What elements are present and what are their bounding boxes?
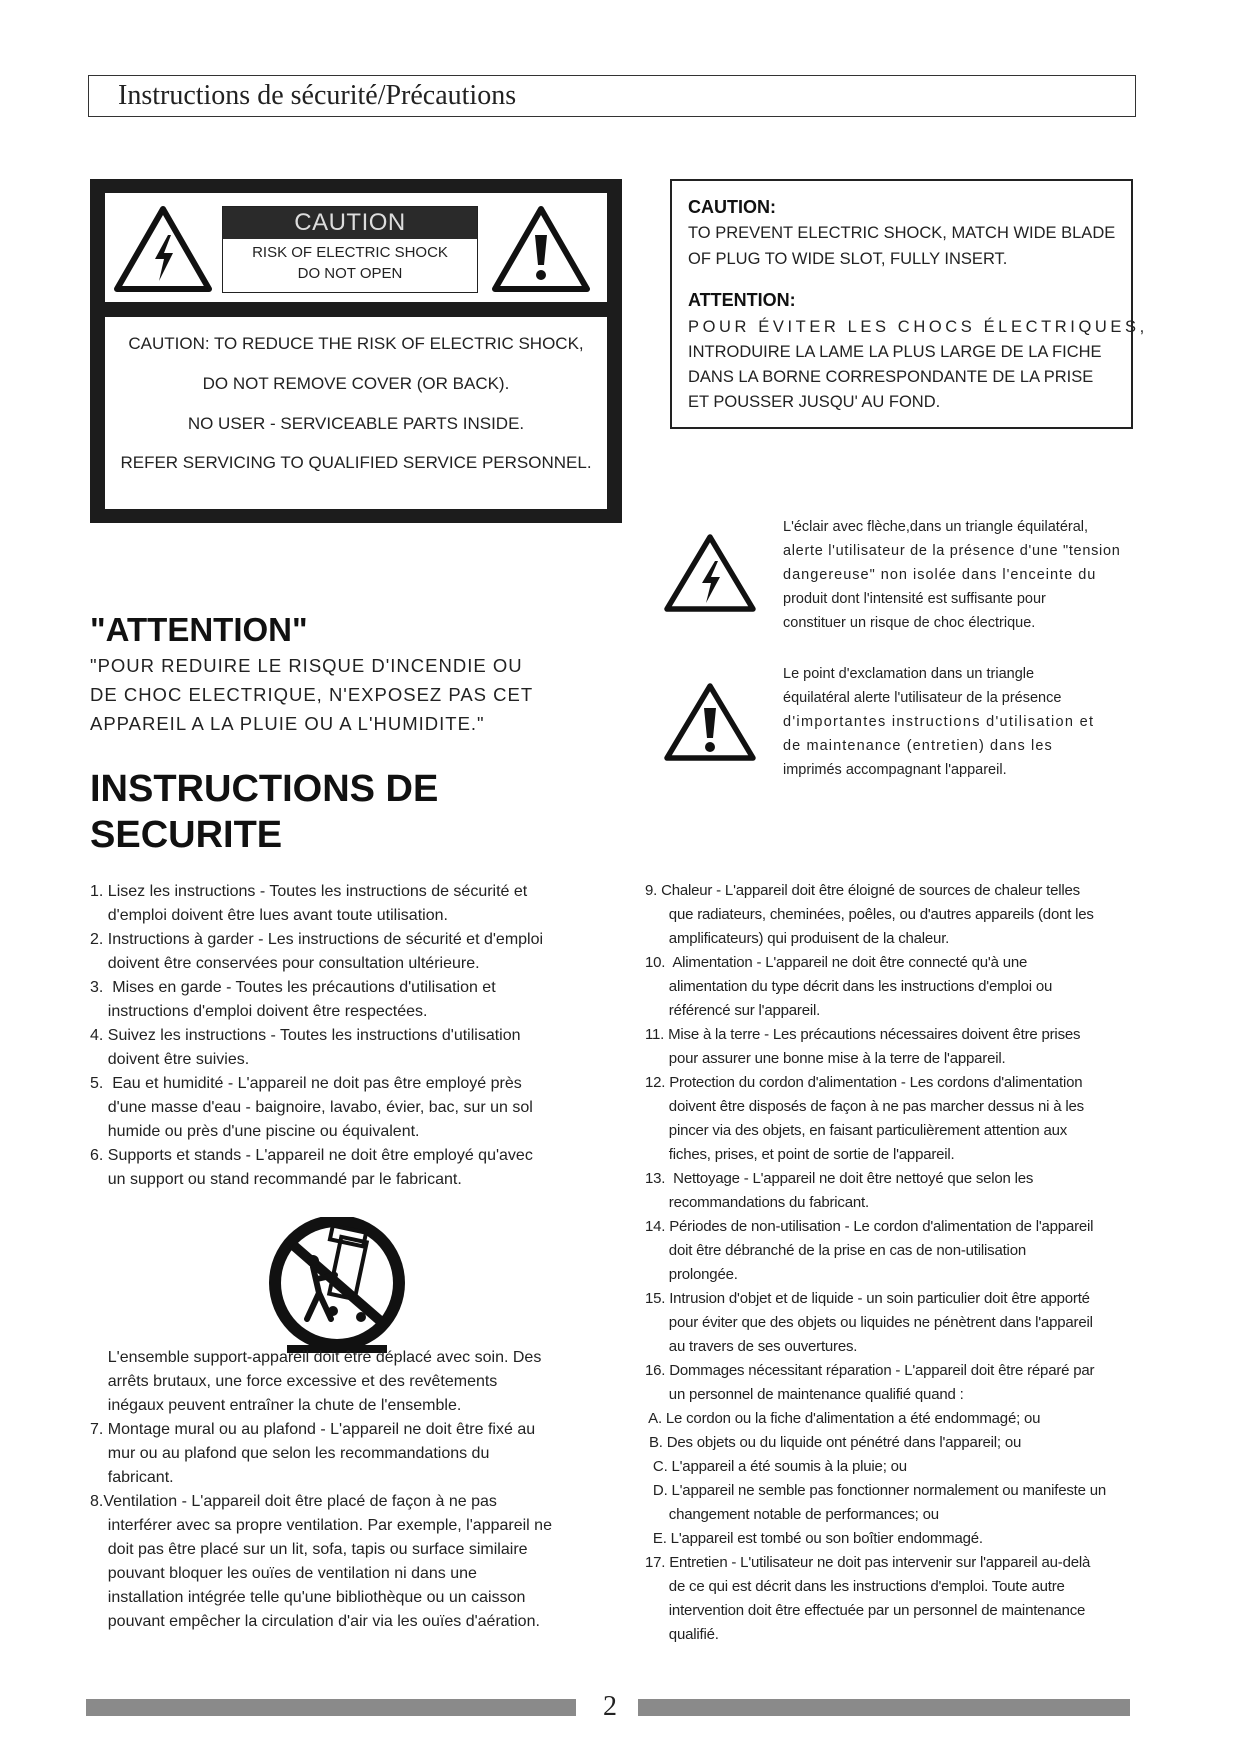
list-line: 7. Montage mural ou au plafond - L'appareil ne doit être fixé au: [90, 1421, 536, 1438]
list-line: 6. Supports et stands - L'appareil ne doit être employé qu'avec: [90, 1147, 533, 1164]
caution-line: DO NOT REMOVE COVER (OR BACK).: [202, 374, 510, 393]
list-line: 13. Nettoyage - L'appareil ne doit être nettoyé que selon les: [645, 1170, 1034, 1187]
list-line: 1. Lisez les instructions - Toutes les instructions de sécurité et: [90, 883, 528, 900]
list-line: installation intégrée telle qu'une bibliothèque ou un caisson: [90, 1589, 526, 1606]
caution-line: NO USER - SERVICEABLE PARTS INSIDE.: [187, 414, 525, 433]
safety-title: INSTRUCTIONS DE: [90, 768, 439, 810]
list-line: référencé sur l'appareil.: [645, 1002, 821, 1019]
list-line: doivent être suivies.: [90, 1051, 250, 1068]
list-line: recommandations du fabricant.: [645, 1194, 869, 1211]
attention-line: DE CHOC ELECTRIQUE, N'EXPOSEZ PAS CET: [90, 684, 534, 705]
lightning-symbol-icon: [663, 533, 757, 613]
list-line: fiches, prises, et point de sortie de l'appareil.: [645, 1146, 955, 1163]
list-line: 16. Dommages nécessitant réparation - L'appareil doit être réparé par: [645, 1362, 1095, 1379]
list-line: inégaux peuvent entraîner la chute de l'ensemble.: [90, 1397, 462, 1414]
list-line: instructions d'emploi doivent être respectées.: [90, 1003, 428, 1020]
list-line: D. L'appareil ne semble pas fonctionner normalement ou manifeste un: [645, 1482, 1106, 1499]
list-line: 10. Alimentation - L'appareil ne doit être connecté qu'à une: [645, 954, 1028, 971]
list-line: C. L'appareil a été soumis à la pluie; ou: [645, 1458, 907, 1475]
safety-list-left: [90, 880, 543, 1192]
list-line: d'une masse d'eau - baignoire, lavabo, évier, bac, sur un sol: [90, 1099, 533, 1116]
safety-title: SECURITE: [90, 814, 283, 856]
plug-caution-line: TO PREVENT ELECTRIC SHOCK, MATCH WIDE BLADE: [688, 224, 1116, 242]
list-line: A. Le cordon ou la fiche d'alimentation a été endommagé; ou: [645, 1410, 1041, 1427]
page-number: 2: [603, 1691, 617, 1722]
list-line: qualifié.: [645, 1626, 719, 1643]
list-line: 8.Ventilation - L'appareil doit être placé de façon à ne pas: [90, 1493, 497, 1510]
list-line: arrêts brutaux, une force excessive et des revêtements: [90, 1373, 498, 1390]
list-line: mur ou au plafond que selon les recommandations du: [90, 1445, 490, 1462]
list-line: pour éviter que des objets ou liquides ne pénètrent dans l'appareil: [645, 1314, 1093, 1331]
list-line: 11. Mise à la terre - Les précautions nécessaires doivent être prises: [645, 1026, 1081, 1043]
list-line: E. L'appareil est tombé ou son boîtier endommagé.: [645, 1530, 983, 1547]
caution-line: REFER SERVICING TO QUALIFIED SERVICE PERSONNEL.: [120, 453, 592, 472]
lightning-description: L'éclair avec flèche,dans un triangle équilatéral, alerte l'utilisateur de la présence d'une "tension dangereuse" non isolée dans l'enceinte du produit dont l'intensité est suffisante pour constituer un risque de choc électrique.: [783, 519, 1121, 631]
risk-line: DO NOT OPEN: [297, 265, 403, 282]
exclamation-description: Le point d'exclamation dans un triangle équilatéral alerte l'utilisateur de la présence d'importantes instructions d'utilisation et de maintenance (entretien) dans les imprimés accompagnant l'appareil.: [783, 666, 1095, 778]
list-line: pour assurer une bonne mise à la terre de l'appareil.: [645, 1050, 1006, 1067]
list-line: prolongée.: [645, 1266, 738, 1283]
exclamation-symbol-icon: [663, 682, 757, 762]
plug-attention-line: POUR ÉVITER LES CHOCS ÉLECTRIQUES,: [688, 318, 1148, 336]
safety-list-left-continued: [90, 1346, 552, 1634]
safety-list-right: [645, 879, 1106, 1647]
list-line: humide ou près d'une piscine ou équivalent.: [90, 1123, 420, 1140]
plug-caution-line: OF PLUG TO WIDE SLOT, FULLY INSERT.: [688, 250, 1008, 268]
plug-attention-line: ET POUSSER JUSQU' AU FOND.: [688, 393, 941, 411]
list-line: amplificateurs) qui produisent de la chaleur.: [645, 930, 950, 947]
list-line: 12. Protection du cordon d'alimentation - Les cordons d'alimentation: [645, 1074, 1083, 1091]
list-line: interférer avec sa propre ventilation. Par exemple, l'appareil ne: [90, 1517, 552, 1534]
list-line: 9. Chaleur - L'appareil doit être éloigné de sources de chaleur telles: [645, 882, 1080, 899]
list-line: intervention doit être effectuée par un personnel de maintenance: [645, 1602, 1086, 1619]
attention-line: "POUR REDUIRE LE RISQUE D'INCENDIE OU: [90, 655, 523, 676]
list-line: 17. Entretien - L'utilisateur ne doit pas intervenir sur l'appareil au-delà: [645, 1554, 1091, 1571]
page-title: Instructions de sécurité/Précautions: [118, 80, 517, 111]
list-line: de ce qui est décrit dans les instructions d'emploi. Toute autre: [645, 1578, 1065, 1595]
list-line: L'ensemble support-appareil doit être déplacé avec soin. Des: [90, 1349, 542, 1366]
list-line: doit pas être placé sur un lit, sofa, tapis ou surface similaire: [90, 1541, 528, 1558]
list-line: 15. Intrusion d'objet et de liquide - un soin particulier doit être apporté: [645, 1290, 1090, 1307]
list-line: alimentation du type décrit dans les instructions d'emploi ou: [645, 978, 1053, 995]
list-line: pincer via des objets, en faisant particulièrement attention aux: [645, 1122, 1068, 1139]
list-line: que radiateurs, cheminées, poêles, ou d'autres appareils (dont les: [645, 906, 1094, 923]
footer-bar-left: [86, 1699, 576, 1716]
list-line: un personnel de maintenance qualifié quand :: [645, 1386, 964, 1403]
lightning-warning-icon: [113, 205, 213, 293]
attention-line: APPAREIL A LA PLUIE OU A L'HUMIDITE.": [90, 713, 485, 734]
footer-bar-right: [638, 1699, 1130, 1716]
plug-caution-heading: CAUTION:: [688, 197, 776, 217]
list-line: doivent être disposés de façon à ne pas marcher dessus ni à les: [645, 1098, 1084, 1115]
list-line: B. Des objets ou du liquide ont pénétré dans l'appareil; ou: [645, 1434, 1022, 1451]
list-line: 5. Eau et humidité - L'appareil ne doit pas être employé près: [90, 1075, 522, 1092]
cart-tipover-warning-icon: [261, 1217, 413, 1357]
caution-title: CAUTION: [223, 207, 477, 239]
list-line: pouvant bloquer les ouïes de ventilation ni dans une: [90, 1565, 477, 1582]
list-line: doit être débranché de la prise en cas de non-utilisation: [645, 1242, 1026, 1259]
list-line: un support ou stand recommandé par le fabricant.: [90, 1171, 462, 1188]
plug-attention-line: DANS LA BORNE CORRESPONDANTE DE LA PRISE: [688, 368, 1094, 386]
plug-attention-line: INTRODUIRE LA LAME LA PLUS LARGE DE LA FICHE: [688, 343, 1102, 361]
list-line: fabricant.: [90, 1469, 174, 1486]
page-header: [88, 75, 1136, 117]
list-line: d'emploi doivent être lues avant toute utilisation.: [90, 907, 448, 924]
list-line: 2. Instructions à garder - Les instructions de sécurité et d'emploi: [90, 931, 544, 948]
plug-attention-heading: ATTENTION:: [688, 290, 796, 310]
caution-line: CAUTION: TO REDUCE THE RISK OF ELECTRIC SHOCK,: [128, 334, 584, 353]
exclamation-warning-icon: [491, 205, 591, 293]
list-line: 3. Mises en garde - Toutes les précautions d'utilisation et: [90, 979, 496, 996]
list-line: au travers de ses ouvertures.: [645, 1338, 858, 1355]
list-line: changement notable de performances; ou: [645, 1506, 939, 1523]
risk-line: RISK OF ELECTRIC SHOCK: [252, 244, 448, 261]
list-line: doivent être conservées pour consultation ultérieure.: [90, 955, 480, 972]
list-line: 4. Suivez les instructions - Toutes les instructions d'utilisation: [90, 1027, 521, 1044]
attention-title: "ATTENTION": [90, 611, 308, 648]
list-line: 14. Périodes de non-utilisation - Le cordon d'alimentation de l'appareil: [645, 1218, 1094, 1235]
list-line: pouvant empêcher la circulation d'air via les ouïes d'aération.: [90, 1613, 540, 1630]
